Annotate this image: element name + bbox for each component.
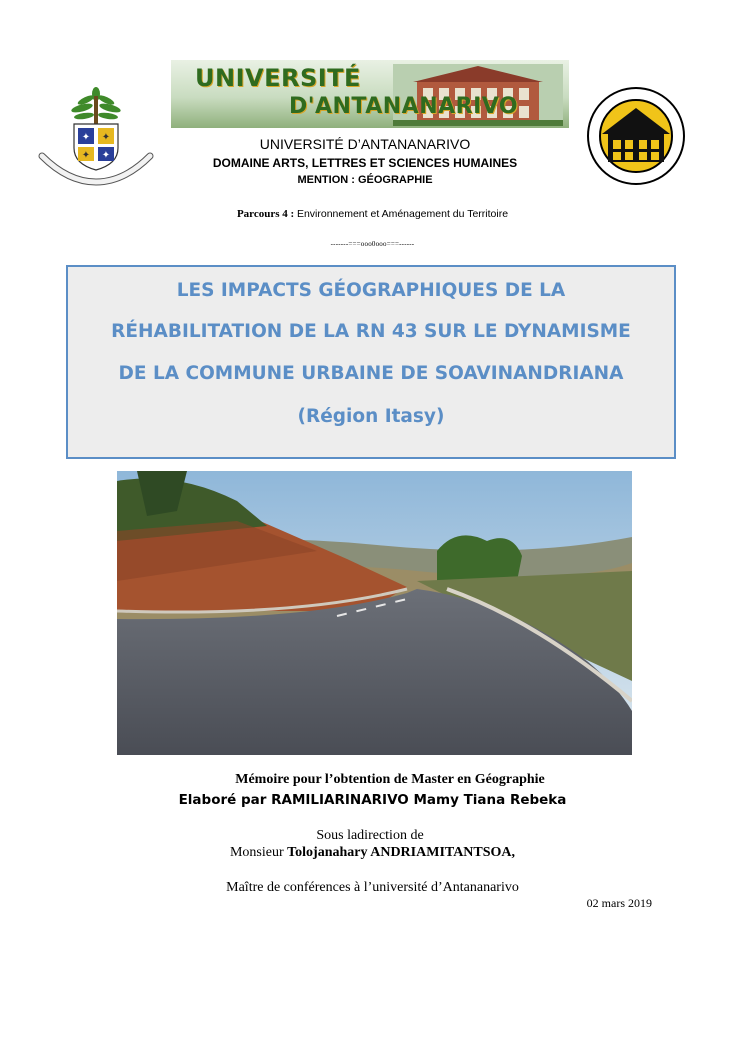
banner-title-line1: UNIVERSITÉ (195, 64, 361, 92)
svg-text:✦: ✦ (101, 150, 111, 161)
author-line: Elaboré par RAMILIARINARIVO Mamy Tiana Rebeka (178, 792, 567, 808)
supervisor-title: Maître de conférences à l’université d’Antananarivo (226, 880, 519, 895)
decorative-separator: -------===ooo0ooo===------ (330, 240, 415, 248)
memoire-purpose: Mémoire pour l’obtention de Master en Géographie (235, 772, 545, 787)
university-name: UNIVERSITÉ D’ANTANANARIVO (259, 136, 471, 152)
banner-title-line2: D'ANTANANARIVO (289, 94, 519, 119)
parcours-line (100, 208, 645, 220)
document-date: 02 mars 2019 (586, 896, 652, 910)
thesis-title-line3: DE LA COMMUNE URBAINE DE SOAVINANDRIANA (118, 363, 624, 384)
svg-text:✦: ✦ (81, 150, 91, 161)
svg-text:✦: ✦ (81, 132, 91, 143)
geography-department-logo (586, 86, 686, 186)
mention-line: MENTION : GÉOGRAPHIE (297, 174, 433, 186)
thesis-title-line1: LES IMPACTS GÉOGRAPHIQUES DE LA (176, 280, 566, 301)
supervisor-prefix: Monsieur (229, 845, 284, 860)
thesis-title-box (66, 265, 676, 459)
thesis-title-region: (Région Itasy) (297, 406, 445, 427)
parcours-value: Environnement et Aménagement du Territoire (296, 208, 509, 220)
domain-line: DOMAINE ARTS, LETTRES ET SCIENCES HUMAINES (212, 156, 518, 170)
supervisor-line (170, 845, 575, 861)
direction-label: Sous ladirection de (316, 828, 424, 843)
university-emblem-logo (38, 86, 154, 186)
university-banner (171, 60, 569, 128)
supervisor-name: Tolojanahary ANDRIAMITANTSOA, (287, 845, 516, 860)
parcours-label: Parcours 4 : (236, 208, 295, 220)
svg-text:✦: ✦ (101, 132, 111, 143)
road-photo (117, 471, 632, 755)
thesis-title-line2: RÉHABILITATION DE LA RN 43 SUR LE DYNAMISME (111, 321, 631, 342)
